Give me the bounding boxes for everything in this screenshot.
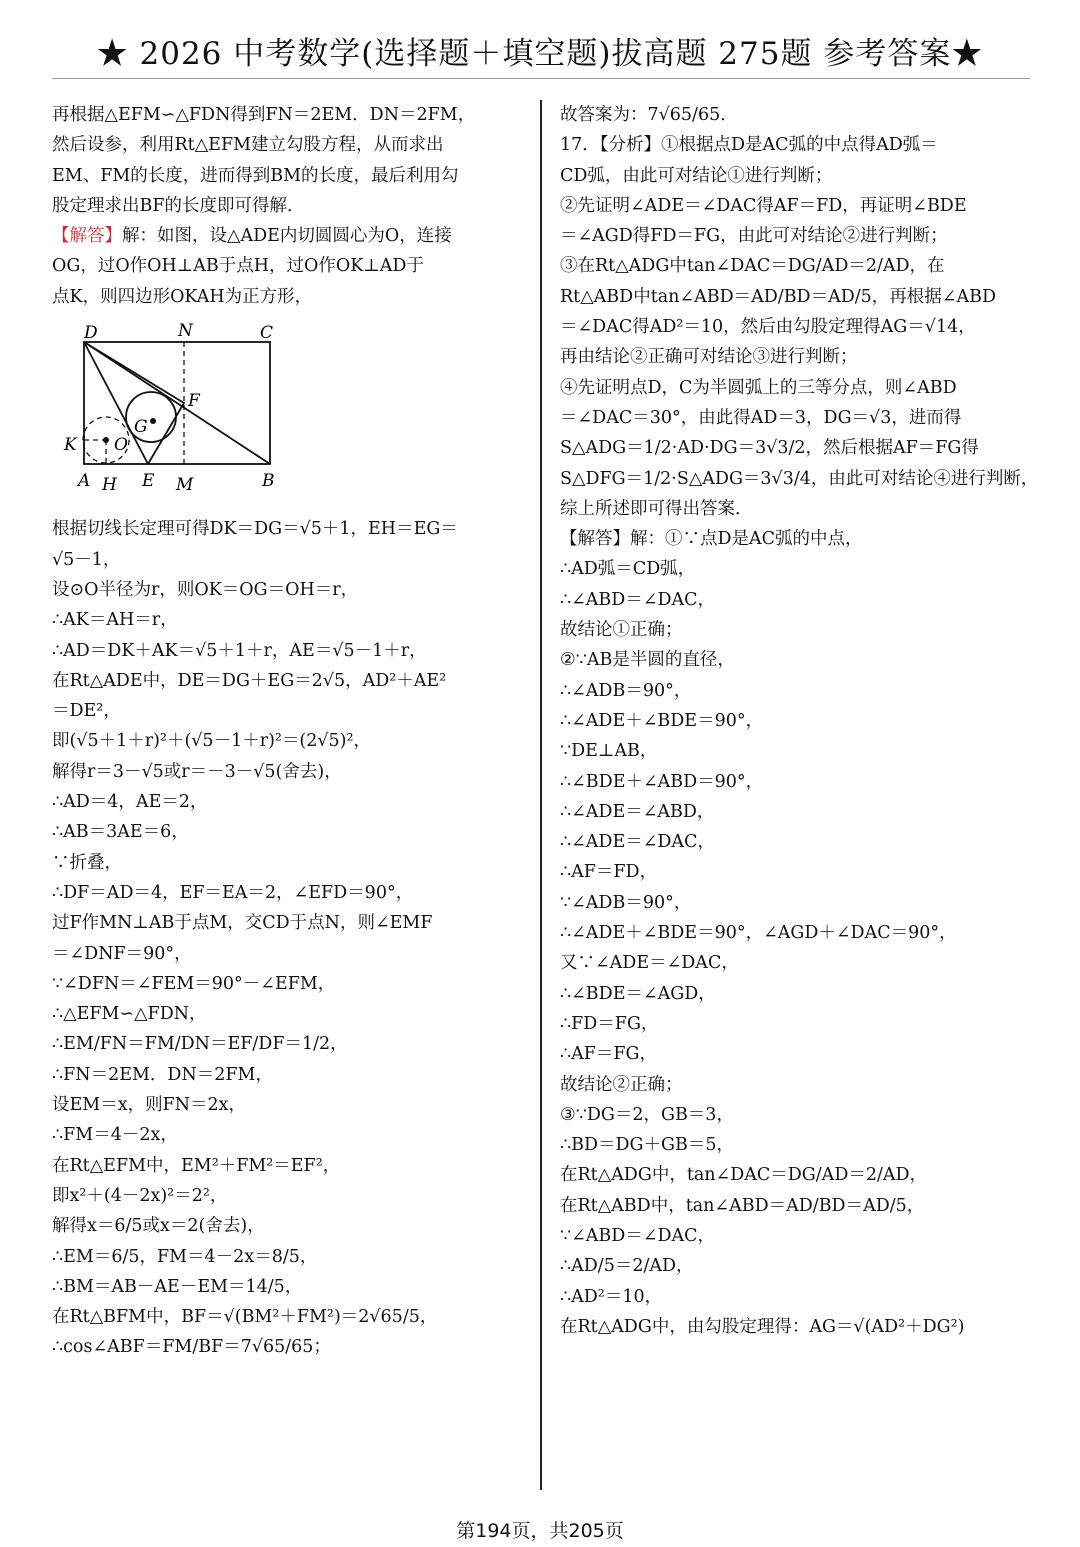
text-line: 再根据△EFM∽△FDN得到FN＝2EM．DN＝2FM， (52, 105, 476, 125)
label-F: F (188, 391, 200, 412)
text-line: ∴∠ADE＋∠BDE＝90°，∠AGD＋∠DAC＝90°， (560, 923, 957, 944)
text-line: ＝∠AGD得FD＝FG，由此可对结论②进行判断； (560, 226, 948, 247)
text-line: 股定理求出BF的长度即可得解． (52, 195, 305, 216)
label-K: K (64, 435, 77, 456)
text-line: ∴AF＝FD， (560, 862, 658, 883)
column-divider (540, 100, 542, 1490)
text-line: ∵折叠， (52, 852, 122, 873)
text-line: 故答案为：7√65/65． (560, 105, 738, 125)
header-divider (52, 78, 1030, 79)
text-line: 解得x＝6/5或x＝2(舍去)， (52, 1216, 265, 1237)
label-H: H (102, 475, 117, 496)
text-line: ∴AD弧＝CD弧， (560, 559, 696, 580)
text-line: ∴FN＝2EM．DN＝2FM， (52, 1064, 273, 1085)
text-line: S△DFG＝1/2·S△ADG＝3√3/4，由此可对结论④进行判断， (560, 468, 1039, 489)
text-line: ③在Rt△ADG中tan∠DAC＝DG/AD＝2/AD，在 (560, 256, 945, 277)
text-line: ＝∠DAC＝30°，由此得AD＝3，DG＝√3，进而得 (560, 407, 962, 428)
text-line: ∴AB＝3AE＝6， (52, 822, 189, 843)
text-line: 即(√5＋1＋r)²＋(√5－1＋r)²＝(2√5)²， (52, 731, 371, 752)
text-line: 故结论①正确； (560, 620, 683, 641)
text-line: ∵∠ABD＝∠DAC， (560, 1225, 716, 1246)
text-line: 17．【分析】①根据点D是AC弧的中点得AD弧＝ (560, 135, 938, 156)
label-N: N (178, 321, 193, 342)
text-line: ∴∠ADE＋∠BDE＝90°， (560, 710, 764, 731)
text-line: ＝DE²， (52, 701, 121, 722)
text-line: 在Rt△ABD中，tan∠ABD＝AD/BD＝AD/5， (560, 1195, 925, 1216)
text-line: ③∵DG＝2，GB＝3， (560, 1104, 734, 1125)
text-line: 然后设参，利用Rt△EFM建立勾股方程，从而求出 (52, 135, 444, 156)
text-line: ∴AD²＝10， (560, 1286, 663, 1307)
text-line: ∴AK＝AH＝r， (52, 610, 178, 631)
left-column (52, 100, 524, 1363)
text-line: 在Rt△ADG中，由勾股定理得：AG＝√(AD²＋DG²) (560, 1316, 965, 1337)
text-line: EM、FM的长度，进而得到BM的长度，最后利用勾 (52, 165, 459, 186)
text-line: 根据切线长定理可得DK＝DG＝√5＋1，EH＝EG＝ (52, 519, 458, 540)
text-line: 【解答】解：①∵点D是AC弧的中点， (560, 529, 863, 550)
text-line: ∵DE⊥AB， (560, 741, 658, 762)
text-line: 设⊙O半径为r，则OK＝OG＝OH＝r， (52, 579, 359, 600)
text-line: ＝∠DAC得AD²＝10，然后由勾股定理得AG＝√14， (560, 317, 976, 338)
text-line: ∴AD＝DK＋AK＝√5＋1＋r，AE＝√5－1＋r， (52, 640, 427, 661)
text-line: Rt△ABD中tan∠ABD＝AD/BD＝AD/5，再根据∠ABD (560, 286, 996, 307)
text-line: ∴AF＝FG， (560, 1044, 658, 1065)
text-line: ∴BD＝DG＋GB＝5， (560, 1135, 735, 1156)
text-line: 过F作MN⊥AB于点M，交CD于点N，则∠EMF (52, 913, 433, 934)
answer-tag: 【解答】 (52, 226, 122, 247)
right-column (560, 100, 1038, 1342)
text-line: 在Rt△ADE中，DE＝DG＋EG＝2√5，AD²＋AE² (52, 670, 447, 691)
text-line: ∴△EFM∽△FDN， (52, 1004, 207, 1025)
text-line: 点K，则四边形OKAH为正方形， (52, 286, 313, 307)
label-D: D (84, 323, 98, 344)
text-line: ∴∠ABD＝∠DAC， (560, 589, 716, 610)
label-C: C (260, 323, 274, 344)
answer-line (52, 221, 524, 251)
text-line: ∴AD＝4，AE＝2， (52, 792, 208, 813)
text-line: ∴∠ADE＝∠ABD， (560, 801, 715, 822)
text-line: 解得r＝3－√5或r＝－3－√5(舍去)， (52, 761, 342, 782)
text-line: ∴EM＝6/5，FM＝4－2x＝8/5， (52, 1246, 318, 1267)
text-line: OG，过O作OH⊥AB于点H，过O作OK⊥AD于 (52, 256, 424, 277)
text-line: S△ADG＝1/2·AD·DG＝3√3/2，然后根据AF＝FG得 (560, 438, 979, 459)
label-A: A (78, 471, 91, 492)
text-line: ∴cos∠ABF＝FM/BF＝7√65/65； (52, 1337, 331, 1358)
text-line: 再由结论②正确可对结论③进行判断； (560, 347, 858, 368)
geometry-figure (58, 318, 288, 498)
text-line: ∴BM＝AB－AE－EM＝14/5， (52, 1276, 303, 1297)
text-line: ②∵AB是半圆的直径， (560, 650, 735, 671)
text-line: ∴∠BDE＝∠AGD， (560, 983, 716, 1004)
text-line: ＝∠DNF＝90°， (52, 943, 192, 964)
text-line: 即x²＋(4－2x)²＝2²， (52, 1185, 228, 1206)
text-line: 在Rt△ADG中，tan∠DAC＝DG/AD＝2/AD， (560, 1165, 928, 1186)
text-line: ②先证明∠ADE＝∠DAC得AF＝FD，再证明∠BDE (560, 195, 967, 216)
text-line: 在Rt△EFM中，EM²＋FM²＝EF²， (52, 1155, 341, 1176)
text-line: ∵∠DFN＝∠FEM＝90°－∠EFM， (52, 973, 336, 994)
label-G: G (134, 417, 148, 438)
text-line: ∴FM＝4－2x， (52, 1125, 178, 1146)
text-line: ∴EM/FN＝FM/DN＝EF/DF＝1/2， (52, 1034, 348, 1055)
text-line: 故结论②正确； (560, 1074, 683, 1095)
text-line: ∴DF＝AD＝4，EF＝EA＝2，∠EFD＝90°， (52, 882, 414, 903)
text-line: ∴∠ADE＝∠DAC， (560, 832, 715, 853)
text-line: CD弧，由此可对结论①进行判断； (560, 165, 833, 186)
text-line: ∵∠ADB＝90°， (560, 892, 692, 913)
label-M: M (176, 475, 194, 496)
page-number: 第194页，共205页 (456, 1520, 624, 1542)
text-line: ∴AD/5＝2/AD， (560, 1256, 694, 1277)
text-line: √5－1， (52, 549, 121, 570)
text-line: 解：如图，设△ADE内切圆圆心为O，连接 (122, 226, 452, 247)
text-line: ∴FD＝FG， (560, 1013, 659, 1034)
text-line: 又∵∠ADE＝∠DAC， (560, 953, 739, 974)
text-line: ∴∠ADB＝90°， (560, 680, 692, 701)
text-line: ∴∠BDE＋∠ABD＝90°， (560, 771, 764, 792)
label-E: E (142, 471, 155, 492)
text-line: 设EM＝x，则FN＝2x， (52, 1095, 247, 1116)
label-B: B (262, 471, 275, 492)
label-O: O (114, 435, 128, 456)
text-line: ④先证明点D，C为半圆弧上的三等分点，则∠ABD (560, 377, 957, 398)
text-line: 在Rt△BFM中，BF＝√(BM²＋FM²)＝2√65/5， (52, 1307, 438, 1328)
page-title: ★ 2026 中考数学(选择题＋填空题)拔高题 275题 参考答案★ (96, 36, 984, 72)
text-line: 综上所述即可得出答案． (560, 498, 753, 519)
